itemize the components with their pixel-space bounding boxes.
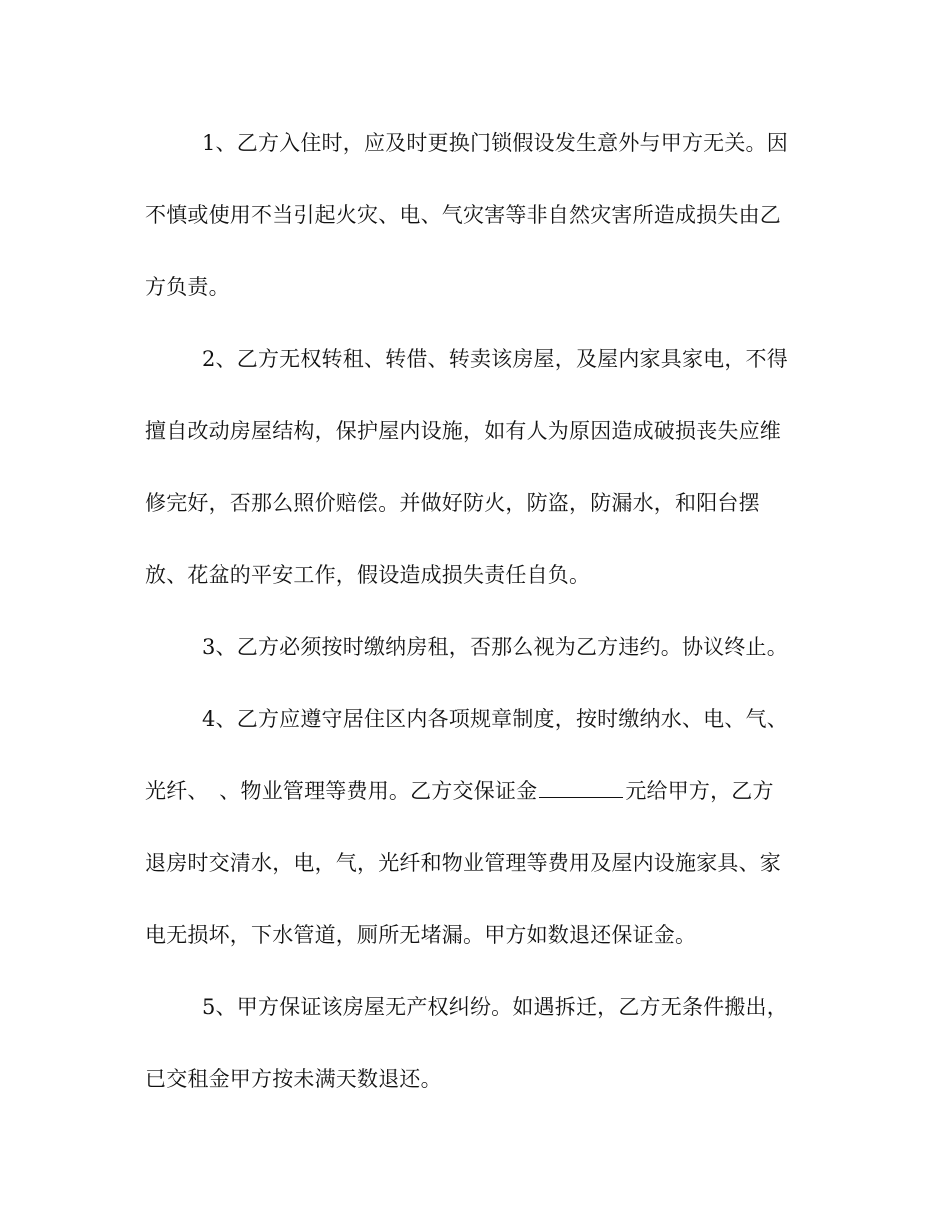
clause-2-line-4: 放、花盆的平安工作，假设造成损失责任自负。 [145, 563, 591, 587]
clause-2-line-3: 修完好，否那么照价赔偿。并做好防火，防盗，防漏水，和阳台摆 [145, 491, 760, 515]
clause-4-line-2 [145, 773, 805, 809]
clause-1-line-1: 1、乙方入住时，应及时更换门锁假设发生意外与甲方无关。因 [202, 131, 788, 155]
clause-4-line-4: 电无损坏，下水管道，厕所无堵漏。甲方如数退还保证金。 [145, 923, 697, 947]
clause-2-line-1: 2、乙方无权转租、转借、转卖该房屋，及屋内家具家电，不得 [202, 347, 788, 371]
clause-3-line-1: 3、乙方必须按时缴纳房租，否那么视为乙方违约。协议终止。 [202, 635, 788, 659]
clause-1-line-3: 方负责。 [145, 275, 230, 299]
clause-4-line-2-before: 光纤、 、物业管理等费用。乙方交保证金 [145, 779, 538, 803]
deposit-blank [539, 777, 623, 798]
clause-2-line-2: 擅自改动房屋结构，保护屋内设施，如有人为原因造成破损丧失应维 [145, 419, 781, 443]
clause-1-line-2: 不慎或使用不当引起火灾、电、气灾害等非自然灾害所造成损失由乙 [145, 203, 781, 227]
clause-4-line-1: 4、乙方应遵守居住区内各项规章制度，按时缴纳水、电、气、 [202, 707, 788, 731]
clause-5-line-2: 已交租金甲方按未满天数退还。 [145, 1067, 442, 1091]
clause-4-line-3: 退房时交清水，电，气，光纤和物业管理等费用及屋内设施家具、家 [145, 851, 781, 875]
clause-4-line-2-after: 元给甲方，乙方 [625, 779, 774, 803]
clause-5-line-1: 5、甲方保证该房屋无产权纠纷。如遇拆迁，乙方无条件搬出， [202, 995, 788, 1019]
